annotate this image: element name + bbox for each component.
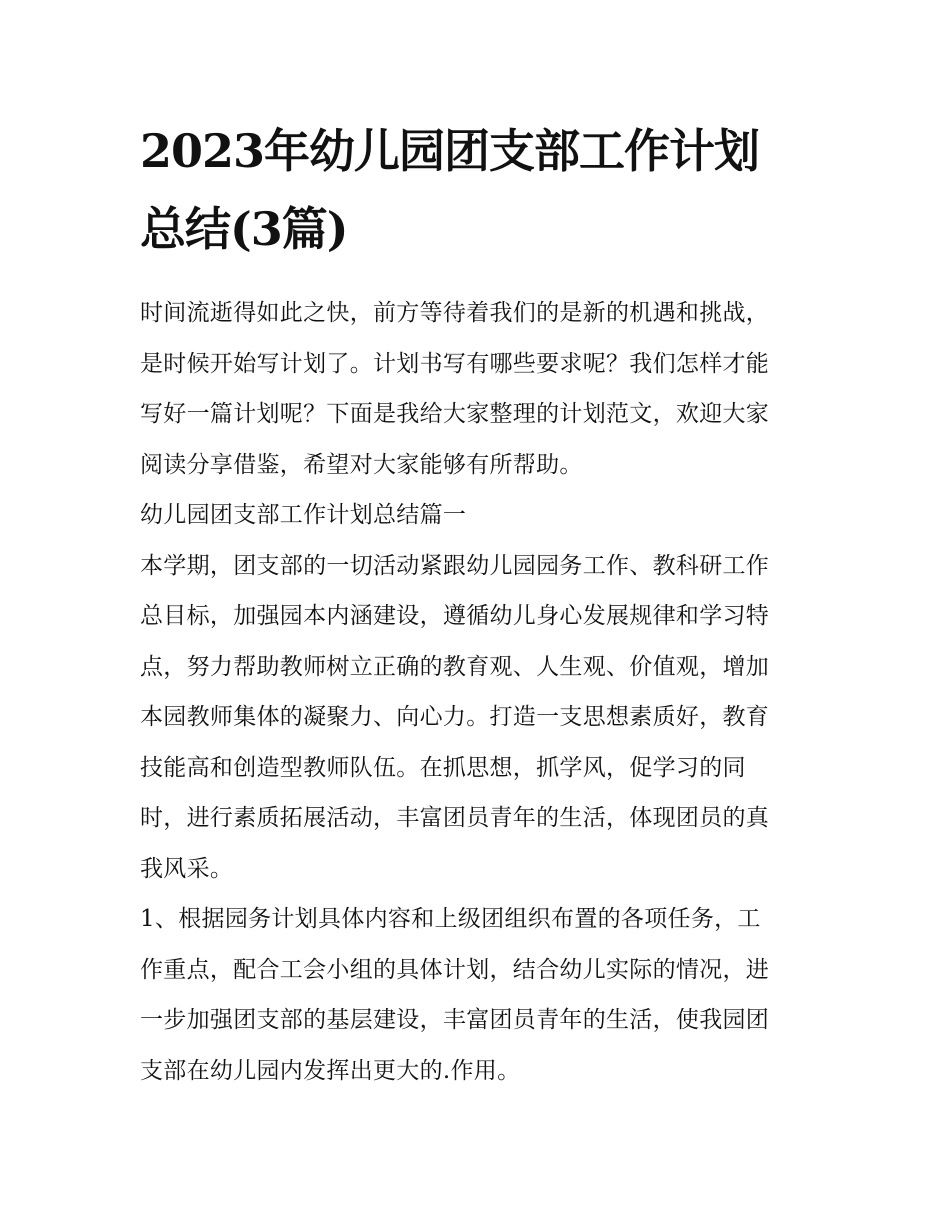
body-line: 我风采。 (140, 855, 234, 882)
list-item-line: 1、根据园务计划具体内容和上级团组织布置的各项任务，工 (140, 906, 761, 932)
body-line: 本园教师集体的凝聚力、向心力。打造一支思想素质好，教育 (140, 704, 770, 730)
document-title (140, 112, 820, 268)
body-line: 点，努力帮助教师树立正确的教育观、人生观、价值观，增加 (140, 653, 770, 680)
intro-line: 时间流逝得如此之快，前方等待着我们的是新的机遇和挑战， (140, 300, 770, 326)
body-line: 时，进行素质拓展活动，丰富团员青年的生活，体现团员的真 (140, 805, 770, 831)
title-line-2: 总结(3篇) (140, 202, 348, 256)
intro-line: 写好一篇计划呢？下面是我给大家整理的计划范文，欢迎大家 (140, 401, 770, 427)
intro-line: 是时候开始写计划了。计划书写有哪些要求呢？我们怎样才能 (140, 350, 770, 377)
intro-line: 阅读分享借鉴，希望对大家能够有所帮助。 (140, 451, 583, 478)
list-item-line: 支部在幼儿园内发挥出更大的.作用。 (140, 1057, 521, 1084)
intro-paragraph (140, 288, 820, 490)
body-line: 技能高和创造型教师队伍。在抓思想，抓学风，促学习的同 (140, 754, 746, 781)
document-page (140, 112, 820, 1096)
body-line: 本学期，团支部的一切活动紧跟幼儿园园务工作、教科研工作 (140, 552, 770, 579)
list-item-line: 作重点，配合工会小组的具体计划，结合幼儿实际的情况，进 (140, 956, 770, 983)
title-line-1: 2023年幼儿园团支部工作计划 (140, 124, 760, 178)
section-heading: 幼儿园团支部工作计划总结篇一 (140, 502, 467, 528)
list-item-line: 一步加强团支部的基层建设，丰富团员青年的生活，使我园团 (140, 1007, 770, 1033)
body-paragraph (140, 541, 820, 895)
body-line: 总目标，加强园本内涵建设，遵循幼儿身心发展规律和学习特 (140, 603, 770, 629)
list-item-1 (140, 894, 820, 1096)
